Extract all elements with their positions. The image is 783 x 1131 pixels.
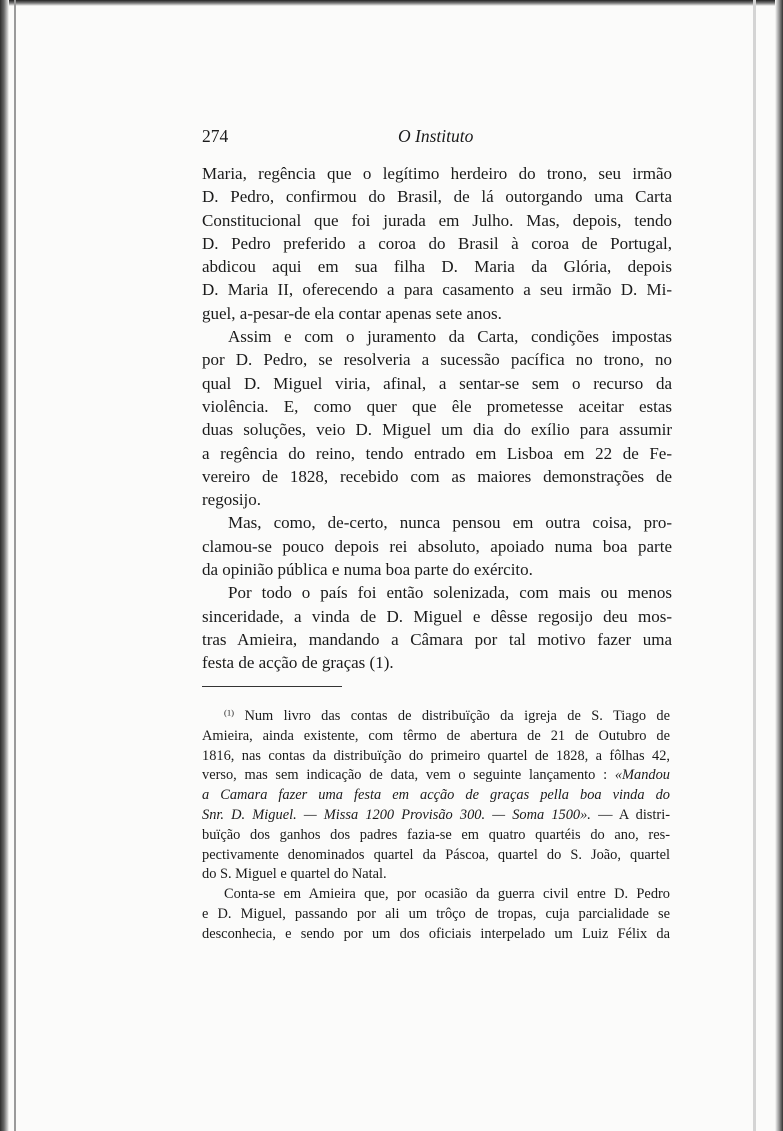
footnote-line bbox=[202, 707, 670, 727]
body-line: vereiro de 1828, recebido com as maiores demonstrações de bbox=[202, 466, 672, 486]
body-line: qual D. Miguel viria, afinal, a sentar-se sem o recurso da bbox=[202, 373, 672, 393]
footnote-line: buïção dos ganhos dos padres fazia-se em quatro quartéis do ano, res- bbox=[202, 826, 670, 843]
body-line: a regência do reino, tendo entrado em Lisboa em 22 de Fe- bbox=[202, 443, 672, 463]
body-line: violência. E, como quer que êle prometesse aceitar estas bbox=[202, 396, 672, 416]
footnote-line: a Camara fazer uma festa em acção de graças pella boa vinda do bbox=[202, 787, 670, 804]
footnote-line: Conta-se em Amieira que, por ocasião da guerra civil entre D. Pedro bbox=[224, 886, 670, 903]
footnote-line: Amieira, ainda existente, com têrmo de abertura de 21 de Outubro de bbox=[202, 727, 670, 744]
scan-edge-right bbox=[775, 0, 783, 1131]
body-line: tras Amieira, mandando a Câmara por tal motivo fazer uma bbox=[202, 629, 672, 649]
page-number: 274 bbox=[202, 126, 229, 146]
body-line-text: festa de acção de graças bbox=[202, 653, 366, 673]
body-line: guel, a-pesar-de ela contar apenas sete anos. bbox=[202, 303, 502, 323]
footnote-quote: Snr. D. Miguel. — Missa 1200 Provisão 300. — Soma 1500». bbox=[202, 806, 591, 823]
page-header bbox=[202, 126, 670, 150]
footnote-line: do S. Miguel e quartel do Natal. bbox=[202, 866, 387, 883]
footnote-line: pectivamente denominados quartel da Páscoa, quartel do S. João, quartel bbox=[202, 846, 670, 863]
footnotes bbox=[202, 707, 670, 945]
body-line: Maria, regência que o legítimo herdeiro do trono, seu irmão bbox=[202, 164, 672, 183]
footnote-reference: (1). bbox=[369, 653, 394, 673]
body-line: D. Pedro preferido a coroa do Brasil à coroa de Portugal, bbox=[202, 233, 672, 253]
footnote-line: desconhecia, e sendo por um dos oficiais interpelado um Luiz Félix da bbox=[202, 925, 670, 942]
body-line: D. Pedro, confirmou do Brasil, de lá outorgando uma Carta bbox=[202, 187, 672, 207]
body-line: abdicou aqui em sua filha D. Maria da Glória, depois bbox=[202, 257, 672, 277]
footnote-line bbox=[202, 806, 670, 826]
footnote-line-text: — A distri- bbox=[598, 806, 670, 823]
footnote-quote: «Mandou bbox=[614, 767, 670, 784]
scan-edge-top bbox=[0, 0, 783, 6]
body-line: clamou-se pouco depois rei absoluto, apoiado numa boa parte bbox=[202, 536, 672, 556]
scan-binding-line bbox=[14, 0, 16, 1131]
body-line: Constitucional que foi jurada em Julho. Mas, depois, tendo bbox=[202, 210, 672, 230]
running-title: O Instituto bbox=[398, 126, 474, 146]
body-line: regosijo. bbox=[202, 490, 262, 510]
body-line: Mas, como, de-certo, nunca pensou em outra coisa, pro- bbox=[228, 513, 672, 533]
footnote-line-text: verso, mas sem indicação de data, vem o seguinte lançamento : bbox=[202, 767, 608, 784]
body-line: da opinião pública e numa boa parte do exército. bbox=[202, 560, 533, 580]
body-line: Por todo o país foi então solenizada, com mais ou menos bbox=[228, 583, 672, 603]
scan-edge-left bbox=[0, 0, 9, 1131]
footnote-line: e D. Miguel, passando por ali um trôço de tropas, cuja parcialidade se bbox=[202, 905, 670, 922]
body-line: duas soluções, veio D. Miguel um dia do exílio para assumir bbox=[202, 420, 672, 440]
footnote-line bbox=[202, 766, 670, 786]
body-line: D. Maria II, oferecendo a para casamento a seu irmão D. Mi- bbox=[202, 280, 672, 300]
footnote-line: 1816, nas contas da distribuïção do primeiro quartel de 1828, a fôlhas 42, bbox=[202, 747, 670, 764]
body-line: sinceridade, a vinda de D. Miguel e dêsse regosijo deu mos- bbox=[202, 606, 672, 626]
footnote-line-text: Num livro das contas de distribuïção da igreja de S. Tiago de bbox=[244, 708, 670, 724]
body-line: por D. Pedro, se resolveria a sucessão pacífica no trono, no bbox=[202, 350, 672, 370]
body-text bbox=[202, 162, 672, 675]
body-line: Assim e com o juramento da Carta, condições impostas bbox=[228, 327, 672, 347]
body-line-final bbox=[202, 651, 672, 674]
scan-fold-line bbox=[753, 0, 756, 1131]
footnote-marker: (1) bbox=[224, 707, 235, 718]
footnote-separator bbox=[202, 686, 342, 687]
